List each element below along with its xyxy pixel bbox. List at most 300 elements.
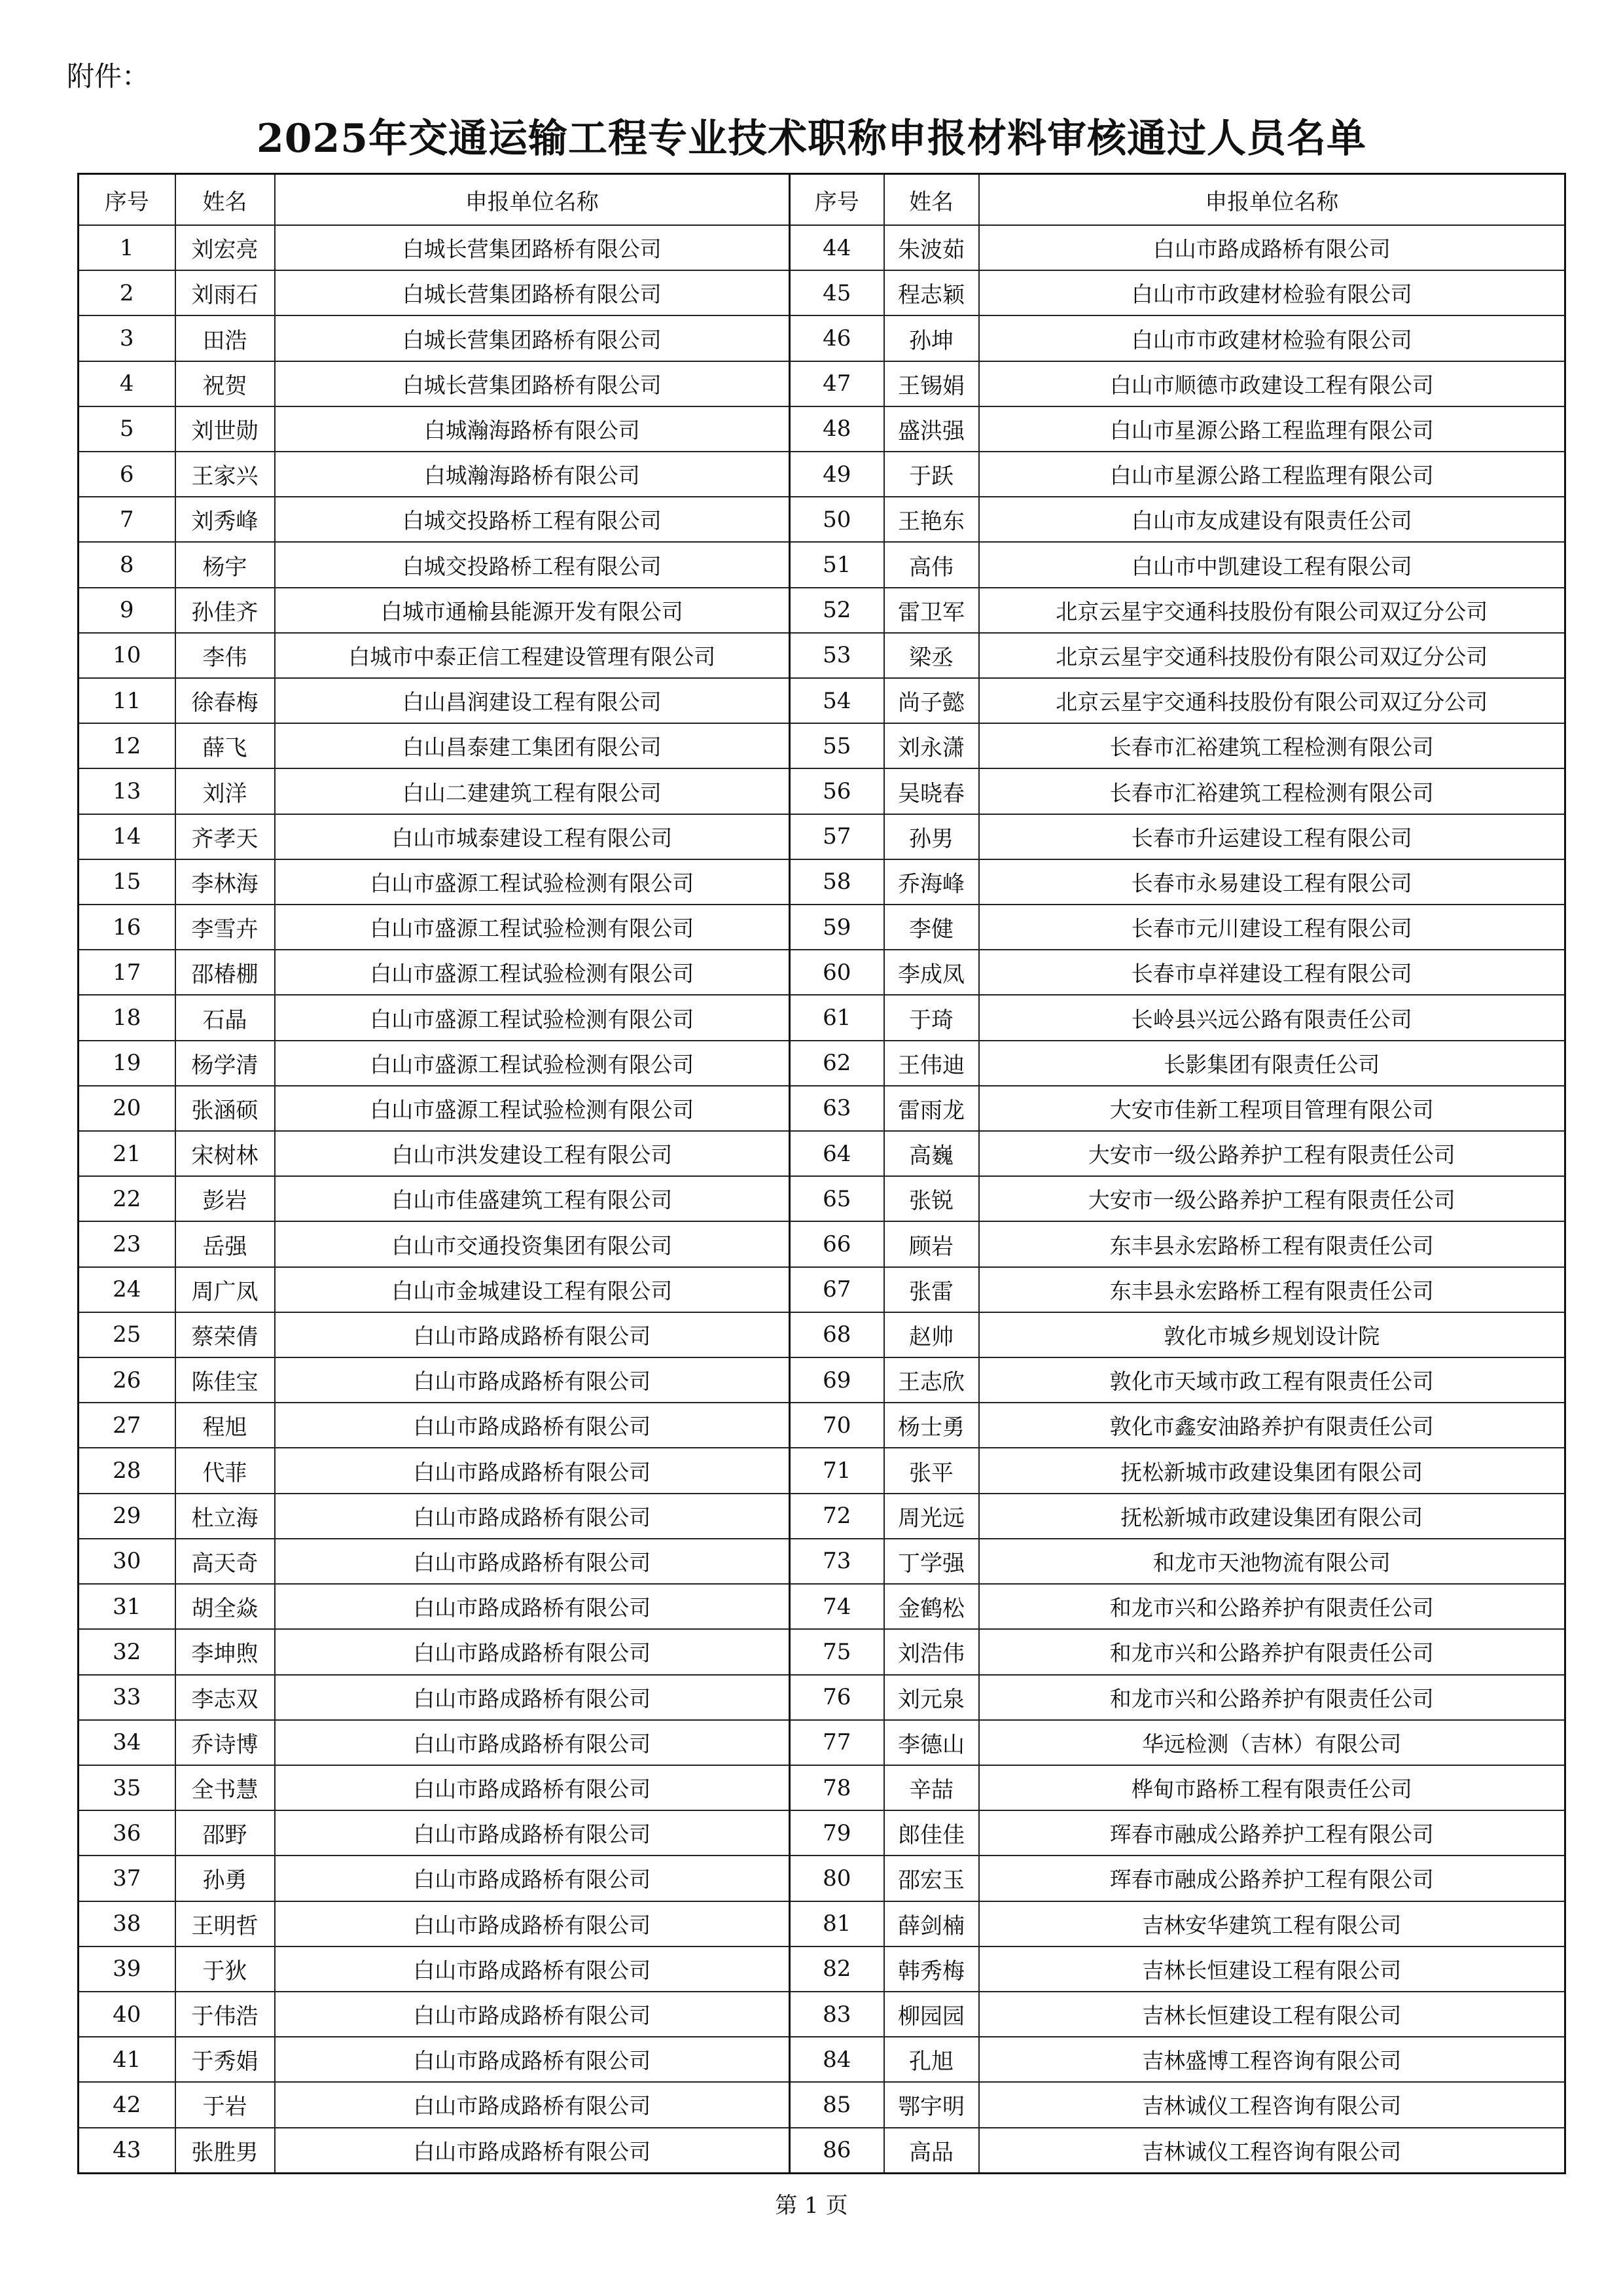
serial-cell: 36 xyxy=(79,1810,175,1856)
unit-cell: 白山市中凯建设工程有限公司 xyxy=(979,542,1565,587)
unit-cell: 白山市盛源工程试验检测有限公司 xyxy=(275,859,790,905)
table-row xyxy=(79,542,1565,587)
unit-cell: 白山市佳盛建筑工程有限公司 xyxy=(275,1176,790,1221)
table-row xyxy=(79,814,1565,859)
table-row xyxy=(79,1494,1565,1539)
unit-cell: 白城瀚海路桥有限公司 xyxy=(275,406,790,452)
name-cell: 张雷 xyxy=(884,1267,979,1312)
name-cell: 李伟 xyxy=(175,633,275,678)
table-row xyxy=(79,1086,1565,1131)
serial-cell: 50 xyxy=(790,497,884,542)
name-cell: 全书慧 xyxy=(175,1765,275,1810)
table-row xyxy=(79,2037,1565,2082)
name-cell: 孔旭 xyxy=(884,2037,979,2082)
header-unit-right: 申报单位名称 xyxy=(979,174,1565,226)
name-cell: 吴晓春 xyxy=(884,768,979,814)
table-row xyxy=(79,1901,1565,1946)
name-cell: 杜立海 xyxy=(175,1494,275,1539)
unit-cell: 吉林诚仪工程咨询有限公司 xyxy=(979,2128,1565,2174)
table-row xyxy=(79,588,1565,633)
serial-cell: 8 xyxy=(79,542,175,587)
unit-cell: 大安市一级公路养护工程有限责任公司 xyxy=(979,1176,1565,1221)
unit-cell: 和龙市兴和公路养护有限责任公司 xyxy=(979,1629,1565,1674)
serial-cell: 28 xyxy=(79,1448,175,1493)
unit-cell: 白山市城泰建设工程有限公司 xyxy=(275,814,790,859)
serial-cell: 69 xyxy=(790,1357,884,1403)
serial-cell: 48 xyxy=(790,406,884,452)
table-row xyxy=(79,1357,1565,1403)
unit-cell: 抚松新城市政建设集团有限公司 xyxy=(979,1494,1565,1539)
name-cell: 于伟浩 xyxy=(175,1992,275,2037)
table-row xyxy=(79,2128,1565,2174)
serial-cell: 66 xyxy=(790,1221,884,1266)
unit-cell: 长春市汇裕建筑工程检测有限公司 xyxy=(979,768,1565,814)
unit-cell: 吉林安华建筑工程有限公司 xyxy=(979,1901,1565,1946)
name-cell: 孙坤 xyxy=(884,315,979,361)
serial-cell: 27 xyxy=(79,1403,175,1448)
name-cell: 张锐 xyxy=(884,1176,979,1221)
name-cell: 邵宏玉 xyxy=(884,1856,979,1901)
name-cell: 宋树林 xyxy=(175,1131,275,1176)
name-cell: 尚子懿 xyxy=(884,678,979,723)
serial-cell: 13 xyxy=(79,768,175,814)
unit-cell: 敦化市鑫安油路养护有限责任公司 xyxy=(979,1403,1565,1448)
name-cell: 邵椿棚 xyxy=(175,950,275,995)
serial-cell: 25 xyxy=(79,1312,175,1357)
serial-cell: 60 xyxy=(790,950,884,995)
name-cell: 雷雨龙 xyxy=(884,1086,979,1131)
name-cell: 王锡娟 xyxy=(884,361,979,406)
unit-cell: 抚松新城市政建设集团有限公司 xyxy=(979,1448,1565,1493)
name-cell: 孙勇 xyxy=(175,1856,275,1901)
name-cell: 石晶 xyxy=(175,995,275,1040)
serial-cell: 20 xyxy=(79,1086,175,1131)
name-cell: 高天奇 xyxy=(175,1539,275,1584)
unit-cell: 白山市洪发建设工程有限公司 xyxy=(275,1131,790,1176)
name-cell: 刘雨石 xyxy=(175,270,275,315)
unit-cell: 白山市路成路桥有限公司 xyxy=(275,1720,790,1765)
table-row xyxy=(79,406,1565,452)
name-cell: 周广凤 xyxy=(175,1267,275,1312)
serial-cell: 74 xyxy=(790,1584,884,1629)
serial-cell: 85 xyxy=(790,2082,884,2127)
unit-cell: 白山市路成路桥有限公司 xyxy=(275,1494,790,1539)
name-cell: 于岩 xyxy=(175,2082,275,2127)
table-row xyxy=(79,723,1565,768)
serial-cell: 22 xyxy=(79,1176,175,1221)
name-cell: 周光远 xyxy=(884,1494,979,1539)
unit-cell: 白山市路成路桥有限公司 xyxy=(275,1448,790,1493)
table-row xyxy=(79,950,1565,995)
unit-cell: 白山市盛源工程试验检测有限公司 xyxy=(275,995,790,1040)
table-row xyxy=(79,1720,1565,1765)
serial-cell: 33 xyxy=(79,1675,175,1720)
unit-cell: 敦化市天域市政工程有限责任公司 xyxy=(979,1357,1565,1403)
serial-cell: 38 xyxy=(79,1901,175,1946)
serial-cell: 55 xyxy=(790,723,884,768)
name-cell: 邵野 xyxy=(175,1810,275,1856)
serial-cell: 51 xyxy=(790,542,884,587)
serial-cell: 9 xyxy=(79,588,175,633)
table-row xyxy=(79,678,1565,723)
serial-cell: 84 xyxy=(790,2037,884,2082)
unit-cell: 白山市路成路桥有限公司 xyxy=(275,1901,790,1946)
table-row xyxy=(79,1403,1565,1448)
name-cell: 薛剑楠 xyxy=(884,1901,979,1946)
serial-cell: 47 xyxy=(790,361,884,406)
unit-cell: 敦化市城乡规划设计院 xyxy=(979,1312,1565,1357)
serial-cell: 31 xyxy=(79,1584,175,1629)
name-cell: 孙男 xyxy=(884,814,979,859)
serial-cell: 18 xyxy=(79,995,175,1040)
serial-cell: 44 xyxy=(790,225,884,270)
serial-cell: 49 xyxy=(790,452,884,497)
table-row xyxy=(79,1267,1565,1312)
serial-cell: 29 xyxy=(79,1494,175,1539)
name-cell: 李成凤 xyxy=(884,950,979,995)
table-row xyxy=(79,1856,1565,1901)
table-row xyxy=(79,361,1565,406)
unit-cell: 长影集团有限责任公司 xyxy=(979,1041,1565,1086)
unit-cell: 白山市路成路桥有限公司 xyxy=(275,1992,790,2037)
name-cell: 王志欣 xyxy=(884,1357,979,1403)
name-cell: 杨学清 xyxy=(175,1041,275,1086)
table-row xyxy=(79,633,1565,678)
personnel-table xyxy=(77,173,1566,2174)
serial-cell: 15 xyxy=(79,859,175,905)
unit-cell: 白山市路成路桥有限公司 xyxy=(275,1810,790,1856)
name-cell: 田浩 xyxy=(175,315,275,361)
serial-cell: 78 xyxy=(790,1765,884,1810)
serial-cell: 24 xyxy=(79,1267,175,1312)
name-cell: 陈佳宝 xyxy=(175,1357,275,1403)
serial-cell: 71 xyxy=(790,1448,884,1493)
table-row xyxy=(79,1765,1565,1810)
name-cell: 鄂宇明 xyxy=(884,2082,979,2127)
name-cell: 杨宇 xyxy=(175,542,275,587)
serial-cell: 3 xyxy=(79,315,175,361)
table-row xyxy=(79,1675,1565,1720)
name-cell: 张平 xyxy=(884,1448,979,1493)
serial-cell: 45 xyxy=(790,270,884,315)
unit-cell: 白城长营集团路桥有限公司 xyxy=(275,270,790,315)
unit-cell: 白山市友成建设有限责任公司 xyxy=(979,497,1565,542)
page-number: 第 1 页 xyxy=(775,2193,848,2219)
serial-cell: 62 xyxy=(790,1041,884,1086)
name-cell: 刘宏亮 xyxy=(175,225,275,270)
unit-cell: 白城市通榆县能源开发有限公司 xyxy=(275,588,790,633)
unit-cell: 吉林长恒建设工程有限公司 xyxy=(979,1946,1565,1992)
unit-cell: 大安市佳新工程项目管理有限公司 xyxy=(979,1086,1565,1131)
unit-cell: 白山市路成路桥有限公司 xyxy=(979,225,1565,270)
unit-cell: 白城交投路桥工程有限公司 xyxy=(275,542,790,587)
serial-cell: 72 xyxy=(790,1494,884,1539)
serial-cell: 40 xyxy=(79,1992,175,2037)
unit-cell: 白山市金城建设工程有限公司 xyxy=(275,1267,790,1312)
unit-cell: 东丰县永宏路桥工程有限责任公司 xyxy=(979,1221,1565,1266)
name-cell: 刘世勋 xyxy=(175,406,275,452)
serial-cell: 54 xyxy=(790,678,884,723)
table-row xyxy=(79,1810,1565,1856)
unit-cell: 白山市路成路桥有限公司 xyxy=(275,1357,790,1403)
name-cell: 王艳东 xyxy=(884,497,979,542)
serial-cell: 34 xyxy=(79,1720,175,1765)
unit-cell: 长春市元川建设工程有限公司 xyxy=(979,905,1565,950)
serial-cell: 12 xyxy=(79,723,175,768)
name-cell: 梁丞 xyxy=(884,633,979,678)
unit-cell: 北京云星宇交通科技股份有限公司双辽分公司 xyxy=(979,633,1565,678)
serial-cell: 2 xyxy=(79,270,175,315)
name-cell: 齐孝天 xyxy=(175,814,275,859)
name-cell: 赵帅 xyxy=(884,1312,979,1357)
name-cell: 乔诗博 xyxy=(175,1720,275,1765)
name-cell: 王伟迪 xyxy=(884,1041,979,1086)
serial-cell: 6 xyxy=(79,452,175,497)
serial-cell: 67 xyxy=(790,1267,884,1312)
name-cell: 顾岩 xyxy=(884,1221,979,1266)
table-row xyxy=(79,1629,1565,1674)
unit-cell: 长春市汇裕建筑工程检测有限公司 xyxy=(979,723,1565,768)
serial-cell: 32 xyxy=(79,1629,175,1674)
attachment-label: 附件： xyxy=(67,60,150,92)
unit-cell: 白山市路成路桥有限公司 xyxy=(275,1946,790,1992)
serial-cell: 80 xyxy=(790,1856,884,1901)
unit-cell: 白山市路成路桥有限公司 xyxy=(275,1765,790,1810)
table-row xyxy=(79,1448,1565,1493)
table-row xyxy=(79,1221,1565,1266)
serial-cell: 11 xyxy=(79,678,175,723)
table-row xyxy=(79,1176,1565,1221)
name-cell: 李林海 xyxy=(175,859,275,905)
serial-cell: 58 xyxy=(790,859,884,905)
unit-cell: 白山市路成路桥有限公司 xyxy=(275,1403,790,1448)
name-cell: 代菲 xyxy=(175,1448,275,1493)
unit-cell: 白山二建建筑工程有限公司 xyxy=(275,768,790,814)
serial-cell: 21 xyxy=(79,1131,175,1176)
table-row xyxy=(79,1041,1565,1086)
name-cell: 乔海峰 xyxy=(884,859,979,905)
unit-cell: 珲春市融成公路养护工程有限公司 xyxy=(979,1810,1565,1856)
serial-cell: 1 xyxy=(79,225,175,270)
serial-cell: 4 xyxy=(79,361,175,406)
name-cell: 刘浩伟 xyxy=(884,1629,979,1674)
name-cell: 于跃 xyxy=(884,452,979,497)
name-cell: 柳园园 xyxy=(884,1992,979,2037)
name-cell: 辛喆 xyxy=(884,1765,979,1810)
serial-cell: 56 xyxy=(790,768,884,814)
unit-cell: 白山市盛源工程试验检测有限公司 xyxy=(275,905,790,950)
name-cell: 丁学强 xyxy=(884,1539,979,1584)
name-cell: 王家兴 xyxy=(175,452,275,497)
serial-cell: 16 xyxy=(79,905,175,950)
name-cell: 李健 xyxy=(884,905,979,950)
serial-cell: 61 xyxy=(790,995,884,1040)
table-row xyxy=(79,497,1565,542)
name-cell: 王明哲 xyxy=(175,1901,275,1946)
unit-cell: 北京云星宇交通科技股份有限公司双辽分公司 xyxy=(979,678,1565,723)
unit-cell: 长春市卓祥建设工程有限公司 xyxy=(979,950,1565,995)
table-row xyxy=(79,1992,1565,2037)
unit-cell: 白山市路成路桥有限公司 xyxy=(275,1675,790,1720)
unit-cell: 白山市路成路桥有限公司 xyxy=(275,1539,790,1584)
unit-cell: 白山市路成路桥有限公司 xyxy=(275,1312,790,1357)
unit-cell: 白城瀚海路桥有限公司 xyxy=(275,452,790,497)
table-row xyxy=(79,905,1565,950)
unit-cell: 白城交投路桥工程有限公司 xyxy=(275,497,790,542)
serial-cell: 83 xyxy=(790,1992,884,2037)
unit-cell: 白山昌泰建工集团有限公司 xyxy=(275,723,790,768)
name-cell: 张涵硕 xyxy=(175,1086,275,1131)
unit-cell: 白城长营集团路桥有限公司 xyxy=(275,361,790,406)
unit-cell: 华远检测（吉林）有限公司 xyxy=(979,1720,1565,1765)
name-cell: 薛飞 xyxy=(175,723,275,768)
serial-cell: 19 xyxy=(79,1041,175,1086)
serial-cell: 65 xyxy=(790,1176,884,1221)
table-row xyxy=(79,1946,1565,1992)
serial-cell: 52 xyxy=(790,588,884,633)
table-row xyxy=(79,1131,1565,1176)
unit-cell: 吉林诚仪工程咨询有限公司 xyxy=(979,2082,1565,2127)
table-row xyxy=(79,225,1565,270)
name-cell: 彭岩 xyxy=(175,1176,275,1221)
unit-cell: 和龙市天池物流有限公司 xyxy=(979,1539,1565,1584)
unit-cell: 白山市交通投资集团有限公司 xyxy=(275,1221,790,1266)
name-cell: 刘洋 xyxy=(175,768,275,814)
name-cell: 李志双 xyxy=(175,1675,275,1720)
unit-cell: 长春市升运建设工程有限公司 xyxy=(979,814,1565,859)
name-cell: 刘永潇 xyxy=(884,723,979,768)
document-title: 2025年交通运输工程专业技术职称申报材料审核通过人员名单 xyxy=(257,116,1366,162)
unit-cell: 白山市路成路桥有限公司 xyxy=(275,2082,790,2127)
unit-cell: 白山市盛源工程试验检测有限公司 xyxy=(275,1041,790,1086)
unit-cell: 白山市路成路桥有限公司 xyxy=(275,1629,790,1674)
serial-cell: 17 xyxy=(79,950,175,995)
name-cell: 李雪卉 xyxy=(175,905,275,950)
serial-cell: 82 xyxy=(790,1946,884,1992)
unit-cell: 和龙市兴和公路养护有限责任公司 xyxy=(979,1675,1565,1720)
serial-cell: 43 xyxy=(79,2128,175,2174)
header-serial-right: 序号 xyxy=(790,174,884,226)
table-row xyxy=(79,1584,1565,1629)
unit-cell: 白山市市政建材检验有限公司 xyxy=(979,315,1565,361)
serial-cell: 79 xyxy=(790,1810,884,1856)
serial-cell: 7 xyxy=(79,497,175,542)
header-name-right: 姓名 xyxy=(884,174,979,226)
unit-cell: 白城市中泰正信工程建设管理有限公司 xyxy=(275,633,790,678)
table-row xyxy=(79,768,1565,814)
unit-cell: 吉林盛博工程咨询有限公司 xyxy=(979,2037,1565,2082)
unit-cell: 白山昌润建设工程有限公司 xyxy=(275,678,790,723)
unit-cell: 白山市路成路桥有限公司 xyxy=(275,1584,790,1629)
name-cell: 金鹤松 xyxy=(884,1584,979,1629)
serial-cell: 46 xyxy=(790,315,884,361)
serial-cell: 42 xyxy=(79,2082,175,2127)
name-cell: 李德山 xyxy=(884,1720,979,1765)
name-cell: 李坤煦 xyxy=(175,1629,275,1674)
name-cell: 高品 xyxy=(884,2128,979,2174)
unit-cell: 白山市市政建材检验有限公司 xyxy=(979,270,1565,315)
serial-cell: 77 xyxy=(790,1720,884,1765)
name-cell: 岳强 xyxy=(175,1221,275,1266)
serial-cell: 30 xyxy=(79,1539,175,1584)
name-cell: 程志颖 xyxy=(884,270,979,315)
serial-cell: 26 xyxy=(79,1357,175,1403)
name-cell: 孙佳齐 xyxy=(175,588,275,633)
name-cell: 刘秀峰 xyxy=(175,497,275,542)
unit-cell: 桦甸市路桥工程有限责任公司 xyxy=(979,1765,1565,1810)
unit-cell: 白山市路成路桥有限公司 xyxy=(275,2128,790,2174)
table-row xyxy=(79,452,1565,497)
table-header-row xyxy=(79,174,1565,226)
unit-cell: 珲春市融成公路养护工程有限公司 xyxy=(979,1856,1565,1901)
serial-cell: 53 xyxy=(790,633,884,678)
unit-cell: 白山市路成路桥有限公司 xyxy=(275,1856,790,1901)
unit-cell: 长春市永易建设工程有限公司 xyxy=(979,859,1565,905)
name-cell: 于琦 xyxy=(884,995,979,1040)
table-row xyxy=(79,995,1565,1040)
serial-cell: 57 xyxy=(790,814,884,859)
table-row xyxy=(79,315,1565,361)
unit-cell: 白山市盛源工程试验检测有限公司 xyxy=(275,1086,790,1131)
serial-cell: 37 xyxy=(79,1856,175,1901)
name-cell: 杨士勇 xyxy=(884,1403,979,1448)
serial-cell: 64 xyxy=(790,1131,884,1176)
serial-cell: 14 xyxy=(79,814,175,859)
unit-cell: 和龙市兴和公路养护有限责任公司 xyxy=(979,1584,1565,1629)
serial-cell: 41 xyxy=(79,2037,175,2082)
unit-cell: 白山市星源公路工程监理有限公司 xyxy=(979,406,1565,452)
serial-cell: 10 xyxy=(79,633,175,678)
name-cell: 朱波茹 xyxy=(884,225,979,270)
header-unit-left: 申报单位名称 xyxy=(275,174,790,226)
name-cell: 高伟 xyxy=(884,542,979,587)
name-cell: 于狄 xyxy=(175,1946,275,1992)
serial-cell: 75 xyxy=(790,1629,884,1674)
serial-cell: 23 xyxy=(79,1221,175,1266)
unit-cell: 白城长营集团路桥有限公司 xyxy=(275,315,790,361)
serial-cell: 63 xyxy=(790,1086,884,1131)
name-cell: 蔡荣倩 xyxy=(175,1312,275,1357)
unit-cell: 白山市顺德市政建设工程有限公司 xyxy=(979,361,1565,406)
unit-cell: 长岭县兴远公路有限责任公司 xyxy=(979,995,1565,1040)
name-cell: 韩秀梅 xyxy=(884,1946,979,1992)
name-cell: 盛洪强 xyxy=(884,406,979,452)
unit-cell: 大安市一级公路养护工程有限责任公司 xyxy=(979,1131,1565,1176)
table-row xyxy=(79,859,1565,905)
serial-cell: 5 xyxy=(79,406,175,452)
unit-cell: 白山市盛源工程试验检测有限公司 xyxy=(275,950,790,995)
name-cell: 胡全焱 xyxy=(175,1584,275,1629)
table-row xyxy=(79,2082,1565,2127)
unit-cell: 吉林长恒建设工程有限公司 xyxy=(979,1992,1565,2037)
name-cell: 祝贺 xyxy=(175,361,275,406)
serial-cell: 81 xyxy=(790,1901,884,1946)
unit-cell: 白山市星源公路工程监理有限公司 xyxy=(979,452,1565,497)
unit-cell: 白山市路成路桥有限公司 xyxy=(275,2037,790,2082)
serial-cell: 73 xyxy=(790,1539,884,1584)
name-cell: 于秀娟 xyxy=(175,2037,275,2082)
serial-cell: 68 xyxy=(790,1312,884,1357)
name-cell: 高巍 xyxy=(884,1131,979,1176)
serial-cell: 76 xyxy=(790,1675,884,1720)
serial-cell: 86 xyxy=(790,2128,884,2174)
header-serial-left: 序号 xyxy=(79,174,175,226)
serial-cell: 39 xyxy=(79,1946,175,1992)
serial-cell: 70 xyxy=(790,1403,884,1448)
serial-cell: 59 xyxy=(790,905,884,950)
unit-cell: 东丰县永宏路桥工程有限责任公司 xyxy=(979,1267,1565,1312)
unit-cell: 白城长营集团路桥有限公司 xyxy=(275,225,790,270)
